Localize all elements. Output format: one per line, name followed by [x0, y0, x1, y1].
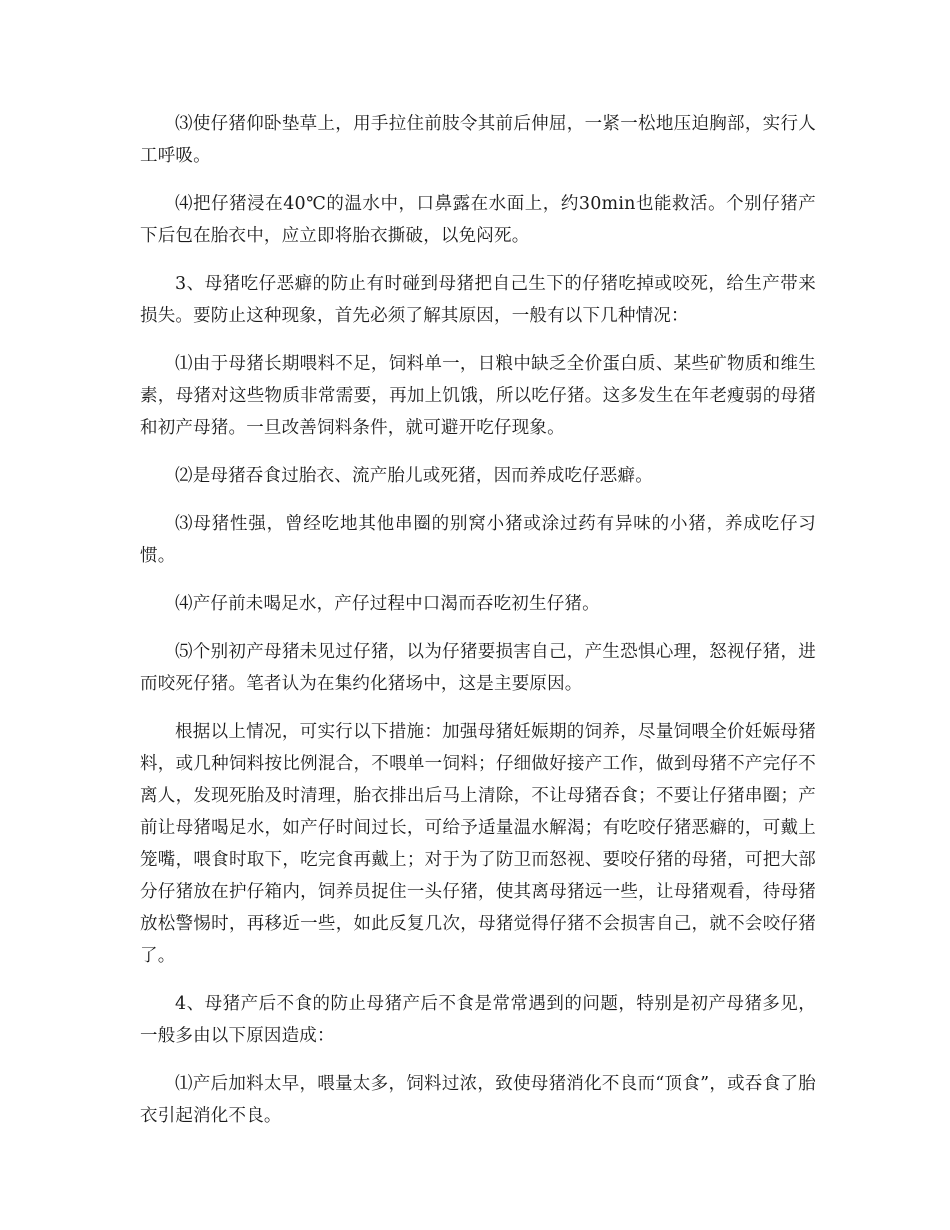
paragraph-section-4-heading: 4、母猪产后不食的防止母猪产后不食是常常遇到的问题，特别是初产母猪多见，一般多由以下原因造成： [140, 994, 816, 1046]
paragraph-cause-5: ⑸个别初产母猪未见过仔猪，以为仔猪要损害自己，产生恐惧心理，怒视仔猪，进而咬死仔猪。笔者认为在集约化猪场中，这是主要原因。 [140, 642, 816, 694]
paragraph-cause-1: ⑴由于母猪长期喂料不足，饲料单一，日粮中缺乏全价蛋白质、某些矿物质和维生素，母猪对这些物质非常需要，再加上饥饿，所以吃仔猪。这多发生在年老瘦弱的母猪和初产母猪。一旦改善饲料条件，就可避开吃仔现象。 [140, 354, 816, 438]
document-body [140, 108, 816, 1148]
paragraph-step-3: ⑶使仔猪仰卧垫草上，用手拉住前肢令其前后伸屈，一紧一松地压迫胸部，实行人工呼吸。 [140, 114, 816, 166]
paragraph-step-4: ⑷把仔猪浸在40℃的温水中，口鼻露在水面上，约30min也能救活。个别仔猪产下后包在胎衣中，应立即将胎衣撕破，以免闷死。 [140, 194, 816, 246]
paragraph-section-4-cause-1: ⑴产后加料太早，喂量太多，饲料过浓，致使母猪消化不良而“顶食”，或吞食了胎衣引起消化不良。 [140, 1074, 816, 1126]
paragraph-cause-4: ⑷产仔前未喝足水，产仔过程中口渴而吞吃初生仔猪。 [175, 594, 600, 614]
paragraph-cause-3: ⑶母猪性强，曾经吃地其他串圈的别窝小猪或涂过药有异味的小猪，养成吃仔习惯。 [140, 514, 816, 566]
paragraph-measures: 根据以上情况，可实行以下措施：加强母猪妊娠期的饲养，尽量饲喂全价妊娠母猪料，或几种饲料按比例混合，不喂单一饲料；仔细做好接产工作，做到母猪不产完仔不离人，发现死胎及时清理，胎衣排出后马上清除，不让母猪吞食；不要让仔猪串圈；产前让母猪喝足水，如产仔时间过长，可给予适量温水解渴；有吃咬仔猪恶癖的，可戴上笼嘴，喂食时取下，吃完食再戴上；对于为了防卫而怒视、要咬仔猪的母猪，可把大部分仔猪放在护仔箱内，饲养员捉住一头仔猪，使其离母猪远一些，让母猪观看，待母猪放松警惕时，再移近一些，如此反复几次，母猪觉得仔猪不会损害自己，就不会咬仔猪了。 [140, 722, 816, 966]
paragraph-section-3-heading: 3、母猪吃仔恶癖的防止有时碰到母猪把自己生下的仔猪吃掉或咬死，给生产带来损失。要防止这种现象，首先必须了解其原因，一般有以下几种情况： [140, 274, 816, 326]
paragraph-cause-2: ⑵是母猪吞食过胎衣、流产胎儿或死猪，因而养成吃仔恶癖。 [175, 466, 653, 486]
